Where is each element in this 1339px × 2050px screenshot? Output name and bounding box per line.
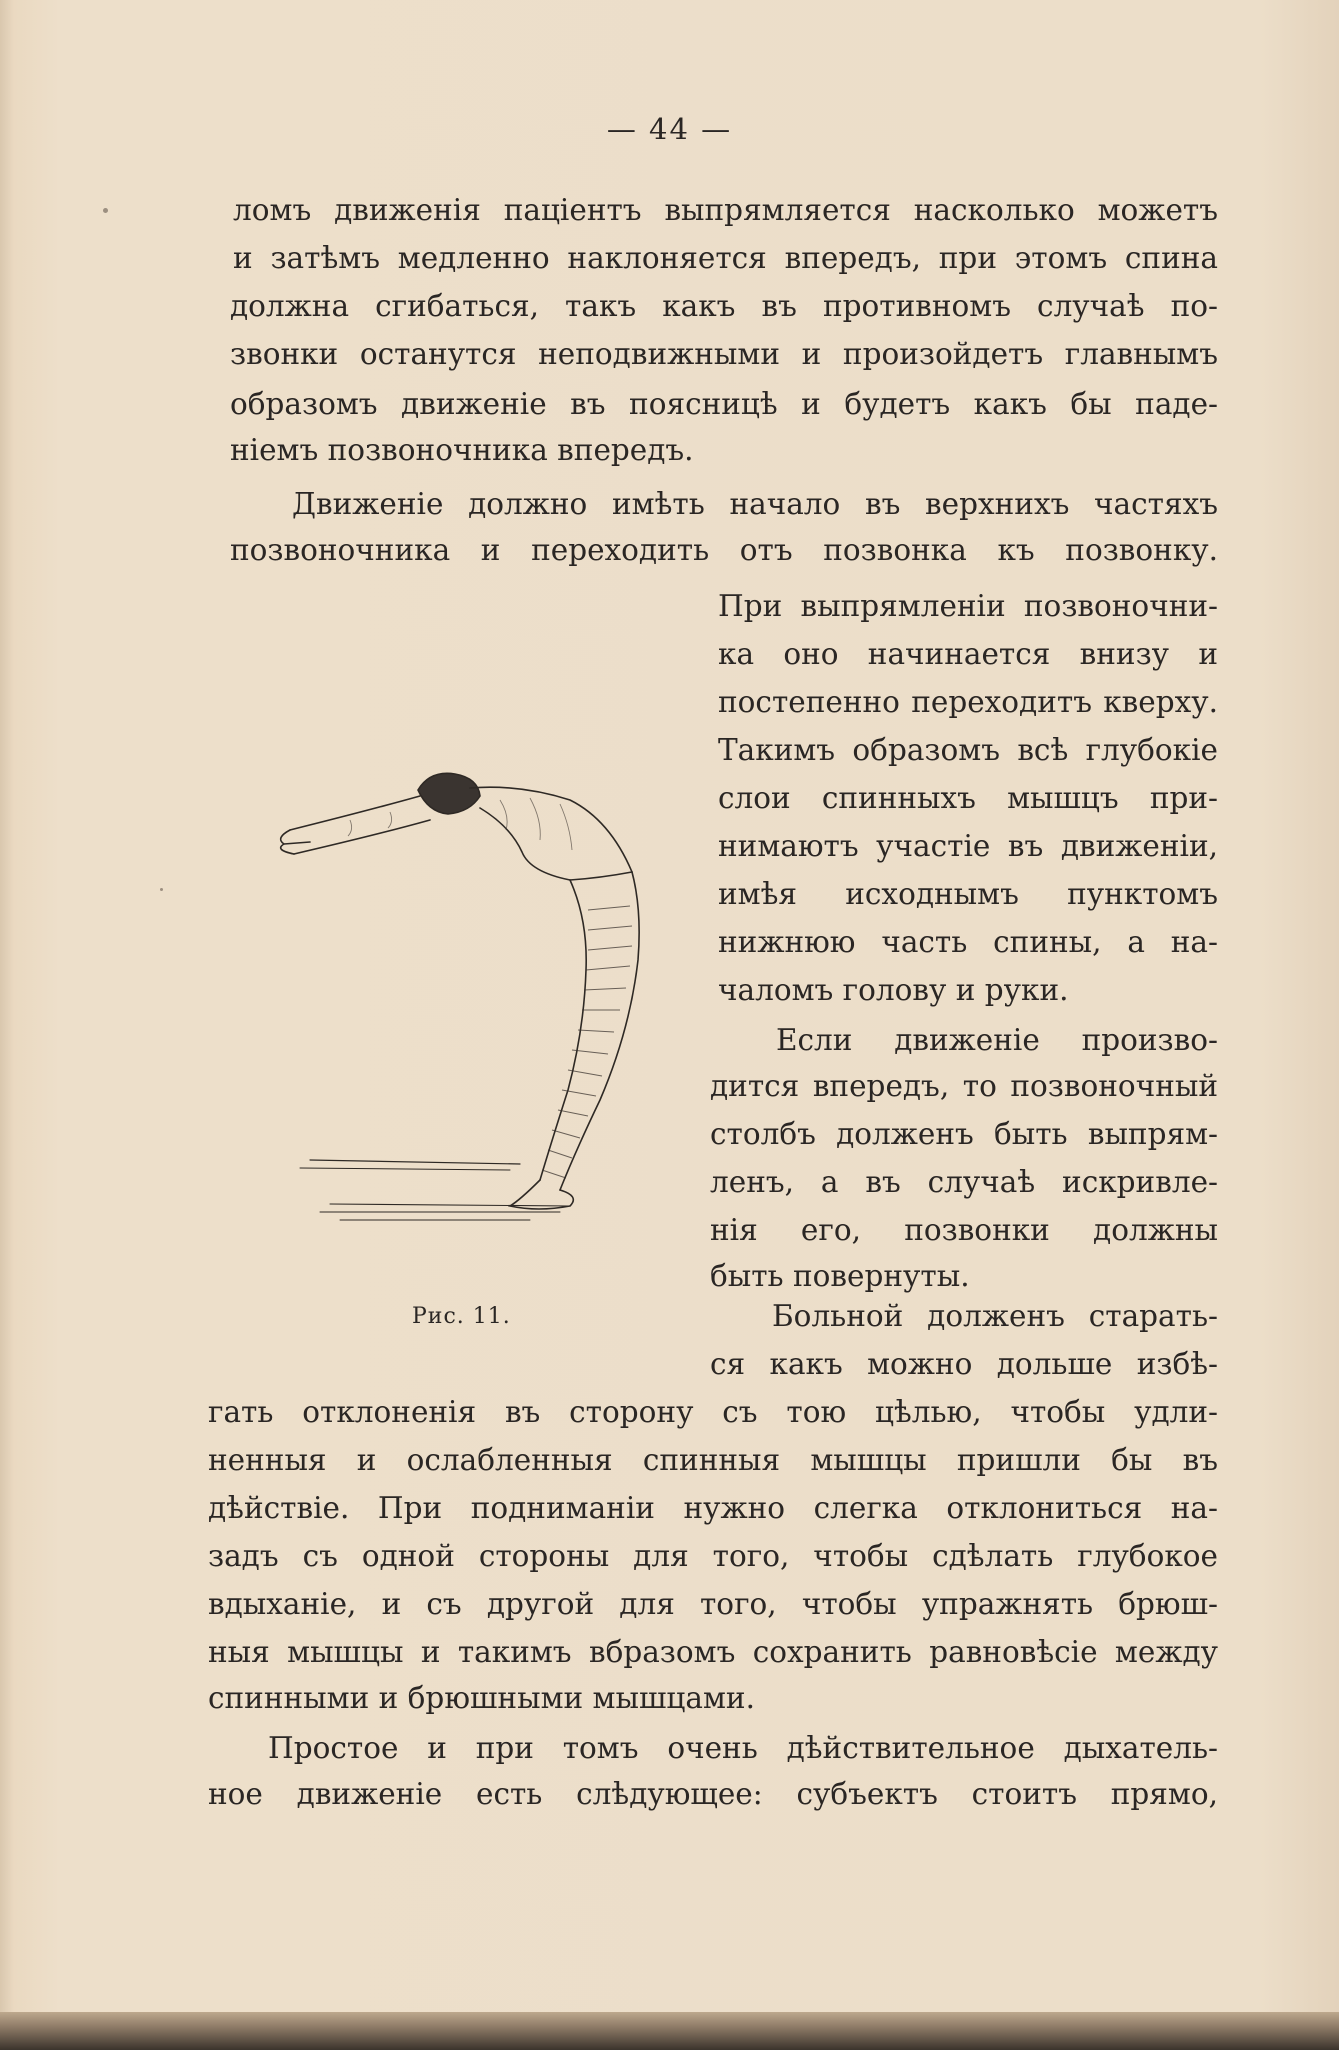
text-line: ное движеніе есть слѣдующее: субъектъ стоитъ прямо, — [208, 1777, 1218, 1811]
text-line: ныя мышцы и такимъ вбразомъ сохранить равновѣсіе между — [208, 1635, 1218, 1669]
text-line: слои спинныхъ мышцъ при- — [718, 781, 1218, 815]
paper-speck — [160, 888, 163, 891]
text-line: вдыханіе, и съ другой для того, чтобы упражнять брюш- — [208, 1587, 1218, 1621]
text-line: постепенно переходитъ кверху. — [718, 685, 1218, 719]
text-line: и затѣмъ медленно наклоняется впередъ, при этомъ спина — [233, 241, 1218, 275]
text-line: звонки останутся неподвижными и произойдетъ главнымъ — [230, 337, 1218, 371]
text-line: ломъ движенія паціентъ выпрямляется насколько можетъ — [233, 193, 1218, 227]
text-line: Больной долженъ старать- — [772, 1299, 1218, 1333]
text-line: Движеніе должно имѣть начало въ верхнихъ частяхъ — [292, 487, 1218, 521]
text-line: Такимъ образомъ всѣ глубокіе — [718, 733, 1218, 767]
text-line: дится впередъ, то позвоночный — [710, 1069, 1218, 1103]
text-line: ненныя и ослабленныя спинныя мышцы пришли бы въ — [208, 1443, 1218, 1477]
text-line: дѣйствіе. При подниманіи нужно слегка отклониться на- — [208, 1491, 1218, 1525]
figure-illustration — [270, 760, 680, 1240]
text-line: ленъ, а въ случаѣ искривле- — [710, 1165, 1218, 1199]
figure-caption: Рис. 11. — [412, 1304, 511, 1329]
text-line: ніемъ позвоночника впередъ. — [230, 433, 694, 467]
text-line: гать отклоненія въ сторону съ тою цѣлью, чтобы удли- — [208, 1395, 1218, 1429]
text-line: задъ съ одной стороны для того, чтобы сдѣлать глубокое — [208, 1539, 1218, 1573]
text-line: ка оно начинается внизу и — [718, 637, 1218, 671]
text-line: быть повернуты. — [710, 1259, 970, 1293]
paper-speck — [103, 208, 108, 213]
text-line: позвоночника и переходить отъ позвонка къ позвонку. — [230, 533, 1218, 567]
text-line: нижнюю часть спины, а на- — [718, 925, 1218, 959]
text-line: Если движеніе произво- — [776, 1023, 1218, 1057]
text-line: нимаютъ участіе въ движеніи, — [718, 829, 1218, 863]
text-line: нія его, позвонки должны — [710, 1213, 1218, 1247]
text-line: Простое и при томъ очень дѣйствительное дыхатель- — [268, 1731, 1218, 1765]
text-line: образомъ движеніе въ поясницѣ и будетъ какъ бы паде- — [230, 387, 1218, 421]
text-line: ся какъ можно дольше избѣ- — [710, 1347, 1218, 1381]
text-line: При выпрямленіи позвоночни- — [718, 589, 1218, 623]
page-edge-shadow — [0, 2012, 1339, 2050]
text-line: имѣя исходнымъ пунктомъ — [718, 877, 1218, 911]
page-number: — 44 — — [606, 112, 733, 146]
text-line: столбъ долженъ быть выпрям- — [710, 1117, 1218, 1151]
text-line: спинными и брюшными мышцами. — [208, 1681, 755, 1715]
text-line: должна сгибаться, такъ какъ въ противномъ случаѣ по- — [230, 289, 1218, 323]
text-line: чаломъ голову и руки. — [718, 973, 1069, 1007]
bending-man-engraving — [270, 760, 680, 1240]
